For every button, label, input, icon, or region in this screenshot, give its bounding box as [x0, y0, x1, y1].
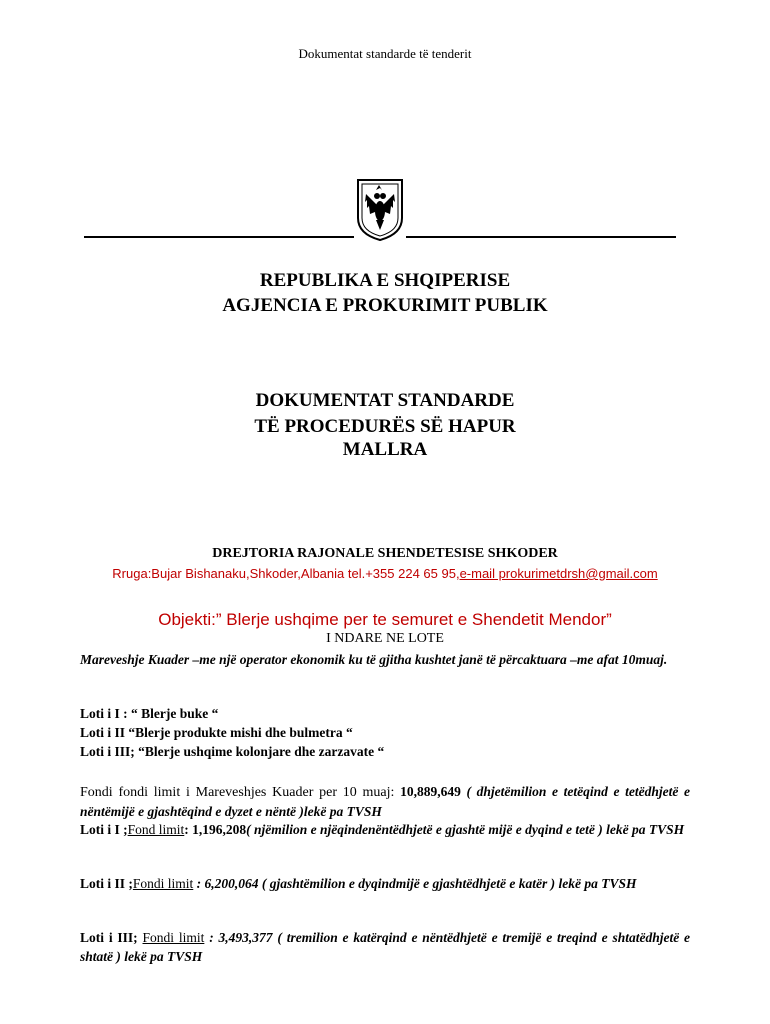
list-item: Loti i I : “ Blerje buke “ — [80, 706, 219, 721]
lot1-prefix: Loti i I ; — [80, 822, 128, 837]
header-rule-right — [406, 236, 676, 238]
lot3-fund-value: : 3,493,377 — [209, 930, 273, 945]
framework-agreement: Mareveshje Kuader –me një operator ekonomik ku të gjitha kushtet janë të përcaktuara –me afat 10muaj. — [80, 652, 668, 667]
country-title: REPUBLIKA E SHQIPERISE — [259, 270, 511, 291]
albanian-eagle-emblem-icon — [356, 178, 404, 242]
fund-lot1 — [80, 820, 690, 839]
lot2-fund-words: ( gjashtëmilion e dyqindmijë e gjashtëdhjetë e katër ) lekë pa TVSH — [261, 876, 637, 891]
authority-name: DREJTORIA RAJONALE SHENDETESISE SHKODER — [212, 546, 558, 561]
fund-lot3 — [80, 928, 690, 966]
fund-lot2 — [80, 874, 690, 893]
header-rule-left — [84, 236, 354, 238]
fund-intro: Fondi fondi limit i Mareveshjes Kuader per 10 muaj: — [80, 785, 395, 800]
fund-total-value: 10,889,649 — [400, 784, 461, 799]
lot3-prefix: Loti i III; — [80, 930, 138, 945]
procurement-object: Objekti:” Blerje ushqime per te semuret e Shendetit Mendor” — [158, 610, 612, 629]
list-item: Loti i III; “Blerje ushqime kolonjare dhe zarzavate “ — [80, 744, 385, 759]
authority-address — [0, 566, 770, 581]
lot3-fund-label: Fondi limit — [142, 930, 205, 945]
email-link[interactable]: e-mail prokurimetdrsh@gmail.com — [459, 566, 658, 581]
lot-division-note: I NDARE NE LOTE — [326, 631, 444, 646]
doc-title-line3: MALLRA — [342, 439, 428, 460]
agency-title: AGJENCIA E PROKURIMIT PUBLIK — [222, 295, 548, 316]
lot3-fund-words: ( tremilion e katërqind e nëntëdhjetë e tremijë e treqind e shtatëdhjetë e shtatë ) lekë pa TVSH — [80, 930, 691, 964]
doc-title-line2: TË PROCEDURËS SË HAPUR — [254, 416, 516, 437]
list-item: Loti i II “Blerje produkte mishi dhe bulmetra “ — [80, 725, 353, 740]
lot1-fund-label: Fond limit — [127, 822, 185, 837]
address-text: Rruga:Bujar Bishanaku,Shkoder,Albania tel.+355 224 65 95, — [112, 566, 460, 581]
lot2-fund-value: : 6,200,064 — [196, 876, 259, 891]
lot1-fund-value: : 1,196,208 — [184, 822, 247, 837]
lot-list — [80, 704, 690, 761]
page-header: Dokumentat standarde të tenderit — [298, 46, 472, 61]
lot1-fund-words: ( njëmilion e njëqindenëntëdhjetë e gjashtë mijë e dyqind e tetë ) lekë pa TVSH — [246, 822, 685, 837]
lot2-prefix: Loti i II ; — [80, 876, 133, 891]
doc-title-line1: DOKUMENTAT STANDARDE — [255, 390, 515, 411]
fund-total — [80, 782, 690, 821]
fund-total-words: ( dhjetëmilion e tetëqind e tetëdhjetë e nëntëmijë e gjashtëqind e dyzet e nëntë )lekë pa TVSH — [80, 784, 691, 819]
lot2-fund-label: Fondi limit — [132, 876, 194, 891]
